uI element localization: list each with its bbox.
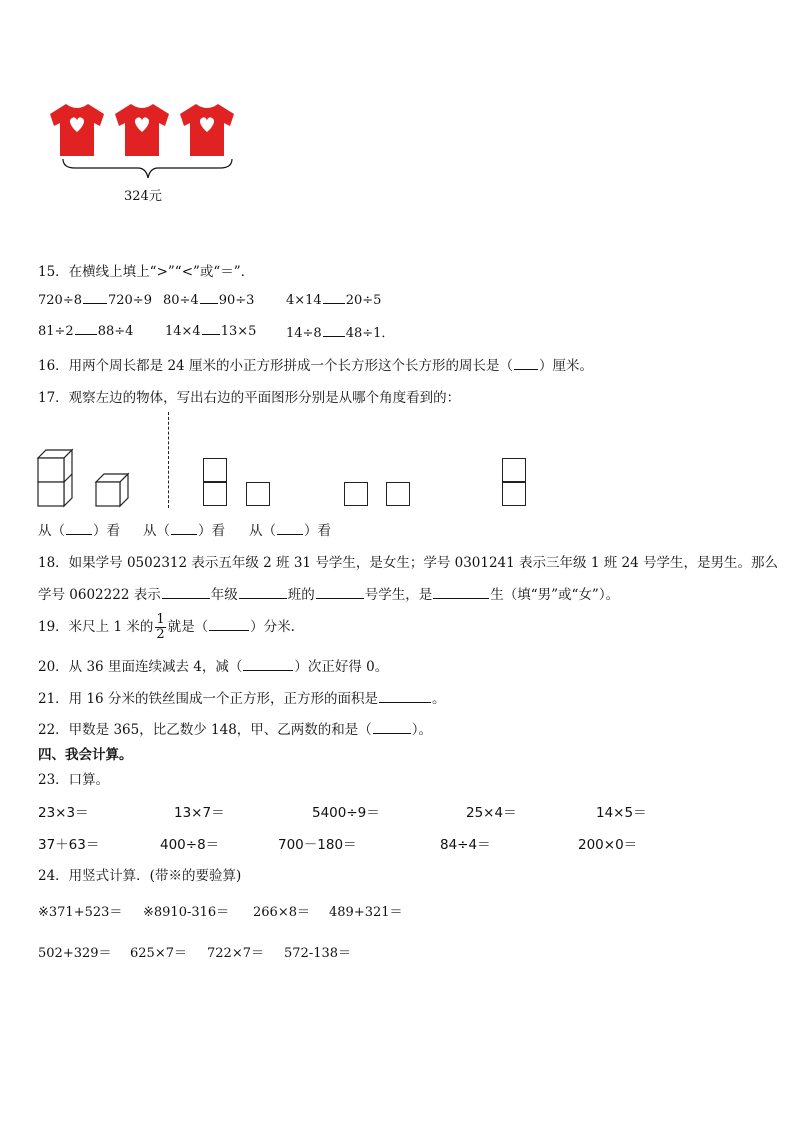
q24-item: 502+329＝ xyxy=(38,946,112,961)
tshirt-icon xyxy=(50,104,104,156)
tshirt-icon xyxy=(180,104,234,156)
q23-item: 13×7＝ xyxy=(174,805,225,821)
q17-answer-2: 从（ ）看 xyxy=(143,523,225,539)
q17-title: 17．观察左边的物体，写出右边的平面图形分别是从哪个角度看到的： xyxy=(38,390,461,406)
q23-title: 23．口算。 xyxy=(38,772,110,788)
q23-item: 5400÷9＝ xyxy=(312,805,380,821)
q18-line2: 学号 0602222 表示 年级 班的 号学生，是 生（填“男”或“女”）。 xyxy=(38,587,620,603)
fraction-one-half: $\frac{1}{2}$ xyxy=(156,612,165,642)
q22: 22．甲数是 365，比乙数少 148，甲、乙两数的和是（ ）。 xyxy=(38,722,433,738)
q23-item: 14×5＝ xyxy=(596,805,647,821)
q15-row1-item3: 4×14 20÷5 xyxy=(286,293,382,308)
view-square xyxy=(246,482,270,506)
view-square xyxy=(502,458,526,482)
q23-item: 37＋63＝ xyxy=(38,837,100,853)
q19: 19．米尺上 1 米的 $\frac{1}{2}$ 就是（ ）分米. xyxy=(38,612,295,642)
dashed-divider xyxy=(168,412,169,508)
q15-row1-item1: 720÷8 720÷9 xyxy=(38,293,152,308)
q18-line1: 18．如果学号 0502312 表示五年级 2 班 31 号学生，是女生；学号 0301241 表示三年级 1 班 24 号学生，是男生。那么 xyxy=(38,555,778,571)
q24-item: ※371+523＝ xyxy=(38,905,123,920)
q24-item: 572-138＝ xyxy=(284,946,352,961)
q24-title: 24．用竖式计算．(带※的要验算) xyxy=(38,868,242,884)
q20: 20．从 36 里面连续减去 4，减（ ）次正好得 0。 xyxy=(38,659,389,675)
view-square xyxy=(203,458,227,482)
q15-title: 15．在横线上填上“>”“<”或“＝”． xyxy=(38,264,255,280)
q17-answer-1: 从（ ）看 xyxy=(38,523,120,539)
view-square xyxy=(502,482,526,506)
section4-title: 四、我会计算。 xyxy=(38,747,133,763)
q16: 16．用两个周长都是 24 厘米的小正方形拼成一个长方形这个长方形的周长是（ ）厘米。 xyxy=(38,358,593,374)
q24-item: 625×7＝ xyxy=(130,946,187,961)
q15-row1-item2: 80÷4 90÷3 xyxy=(163,293,255,308)
tshirt-icon xyxy=(115,104,169,156)
q15-row2-item3: 14÷8 48÷1． xyxy=(286,326,395,341)
q23-item: 84÷4＝ xyxy=(440,837,491,853)
q24-item: 266×8＝ xyxy=(253,905,310,920)
q23-item: 700－180＝ xyxy=(278,837,357,853)
q15-row2-item1: 81÷2 88÷4 xyxy=(38,324,134,339)
q23-item: 23×3＝ xyxy=(38,805,89,821)
price-label: 324元 xyxy=(124,189,162,204)
q24-item: ※8910-316＝ xyxy=(143,905,230,920)
view-square xyxy=(386,482,410,506)
q15-row2-item2: 14×4 13×5 xyxy=(165,324,257,339)
q21: 21．用 16 分米的铁丝围成一个正方形，正方形的面积是 。 xyxy=(38,691,446,707)
single-cube-icon xyxy=(96,474,128,506)
q23-item: 200×0＝ xyxy=(578,837,638,853)
q24-item: 489+321＝ xyxy=(329,905,403,920)
cube-objects xyxy=(36,448,136,512)
q23-item: 25×4＝ xyxy=(466,805,517,821)
q24-item: 722×7＝ xyxy=(207,946,264,961)
stacked-cubes-icon xyxy=(38,450,72,506)
brace-icon xyxy=(60,158,235,180)
q23-item: 400÷8＝ xyxy=(160,837,220,853)
view-square xyxy=(344,482,368,506)
view-square xyxy=(203,482,227,506)
q17-answer-3: 从（ ）看 xyxy=(249,523,331,539)
